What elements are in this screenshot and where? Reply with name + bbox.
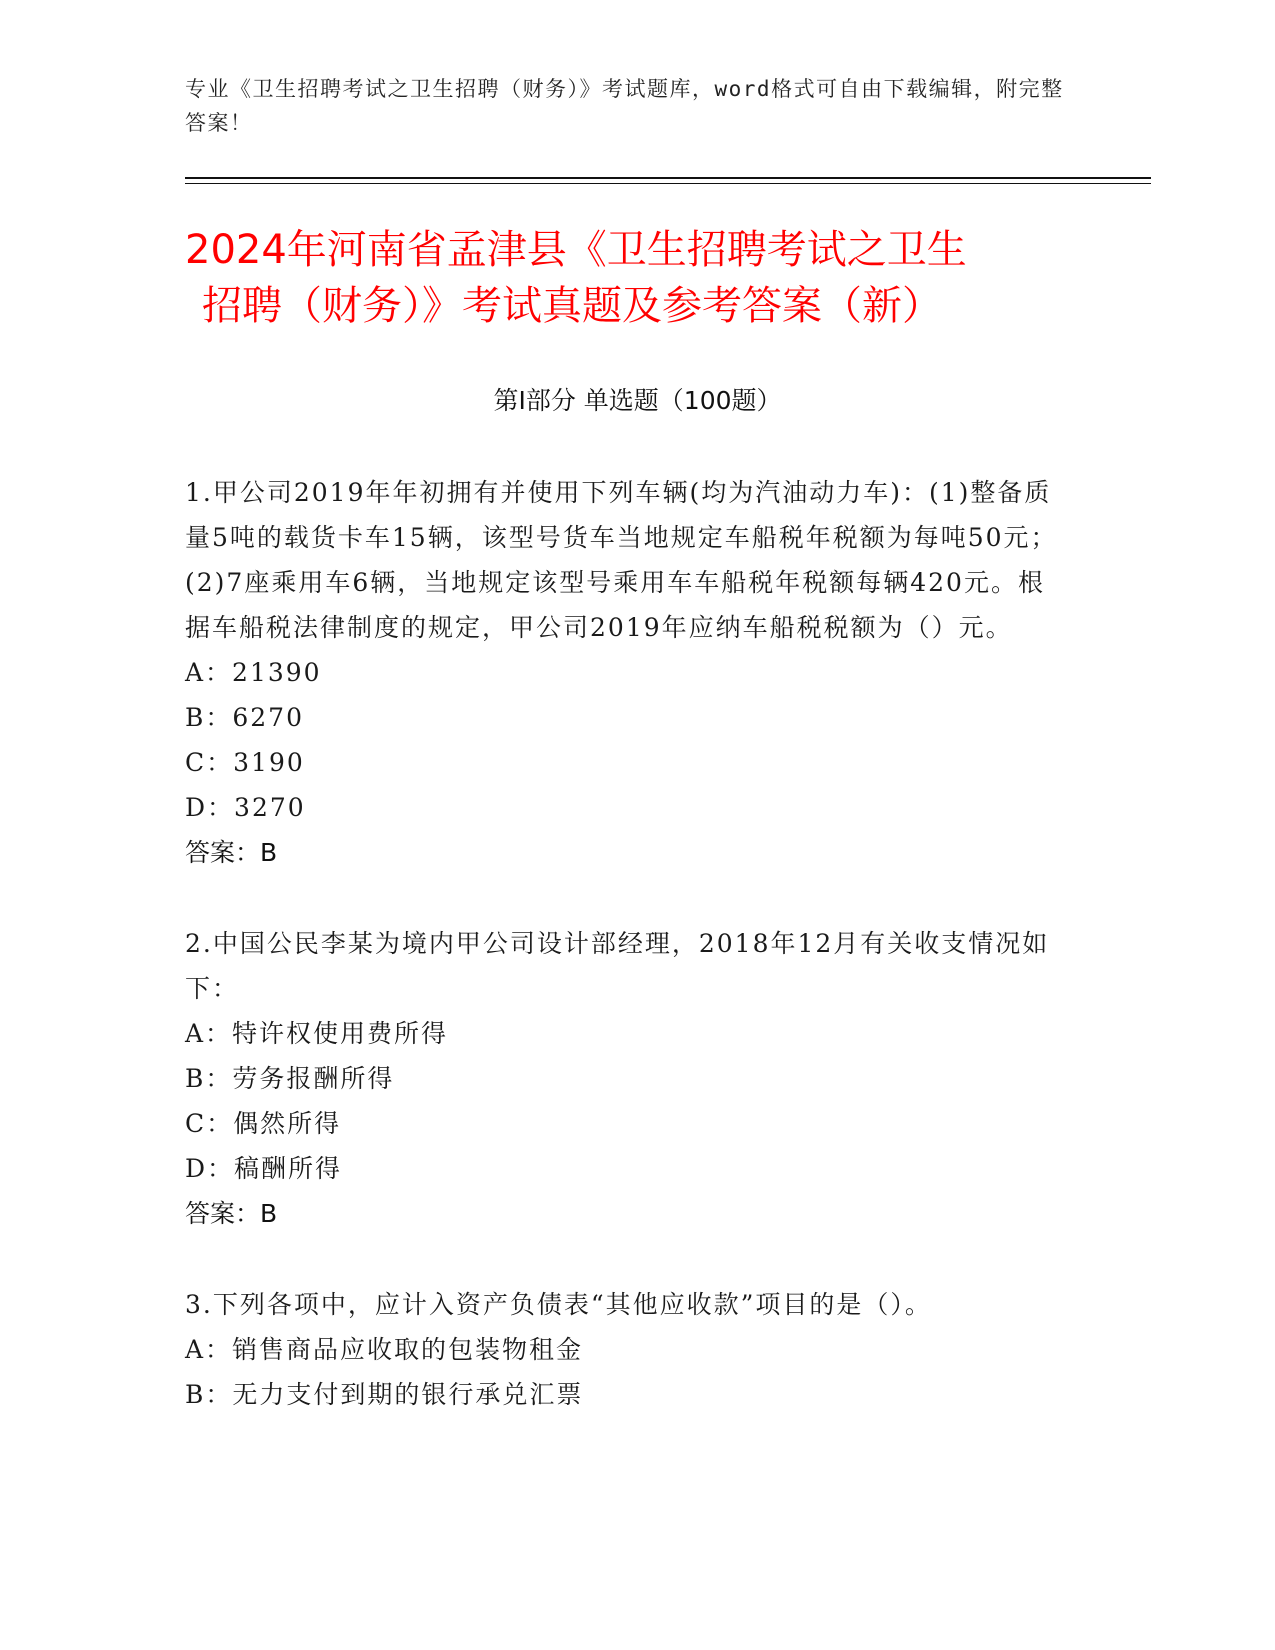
option-c: C：偶然所得 <box>185 1109 342 1138</box>
answer-label: 答案：B <box>185 1199 278 1228</box>
question-2 <box>185 921 1070 1236</box>
document-title-line-1: 2024年河南省孟津县《卫生招聘考试之卫生 <box>185 227 967 273</box>
document-title <box>185 222 1085 334</box>
option-b: B：无力支付到期的银行承兑汇票 <box>185 1380 584 1409</box>
header-divider-thick <box>185 177 1151 179</box>
question-stem: 1.甲公司2019年年初拥有并使用下列车辆(均为汽油动力车)：(1)整备质量5吨的载货卡车15辆，该型号货车当地规定车船税年税额为每吨50元；(2)7座乘用车6辆，当地规定该型号乘用车车船税年税额每辆420元。根据车船税法律制度的规定，甲公司2019年应纳车船税税额为（）元。 <box>185 478 1058 642</box>
header-note: 专业《卫生招聘考试之卫生招聘（财务）》考试题库，word格式可自由下载编辑，附完整答案！ <box>185 77 1064 135</box>
document-title-line-2: 招聘（财务）》考试真题及参考答案（新） <box>202 283 942 329</box>
option-b: B：劳务报酬所得 <box>185 1064 395 1093</box>
question-stem: 2.中国公民李某为境内甲公司设计部经理，2018年12月有关收支情况如下： <box>185 929 1050 1003</box>
option-d: D：稿酬所得 <box>185 1154 343 1183</box>
option-b: B：6270 <box>185 703 304 732</box>
option-a: A：特许权使用费所得 <box>185 1019 449 1048</box>
header-divider-thin <box>185 183 1151 184</box>
question-list <box>185 470 1070 1463</box>
question-1 <box>185 470 1070 875</box>
answer-label: 答案：B <box>185 838 278 867</box>
option-d: D：3270 <box>185 793 306 822</box>
question-stem: 3.下列各项中，应计入资产负债表“其他应收款”项目的是（）。 <box>185 1290 932 1319</box>
option-a: A：21390 <box>185 658 322 687</box>
option-a: A：销售商品应收取的包装物租金 <box>185 1335 584 1364</box>
question-3 <box>185 1282 1070 1417</box>
option-c: C：3190 <box>185 748 305 777</box>
section-heading: 第I部分 单选题（100题） <box>493 386 782 415</box>
